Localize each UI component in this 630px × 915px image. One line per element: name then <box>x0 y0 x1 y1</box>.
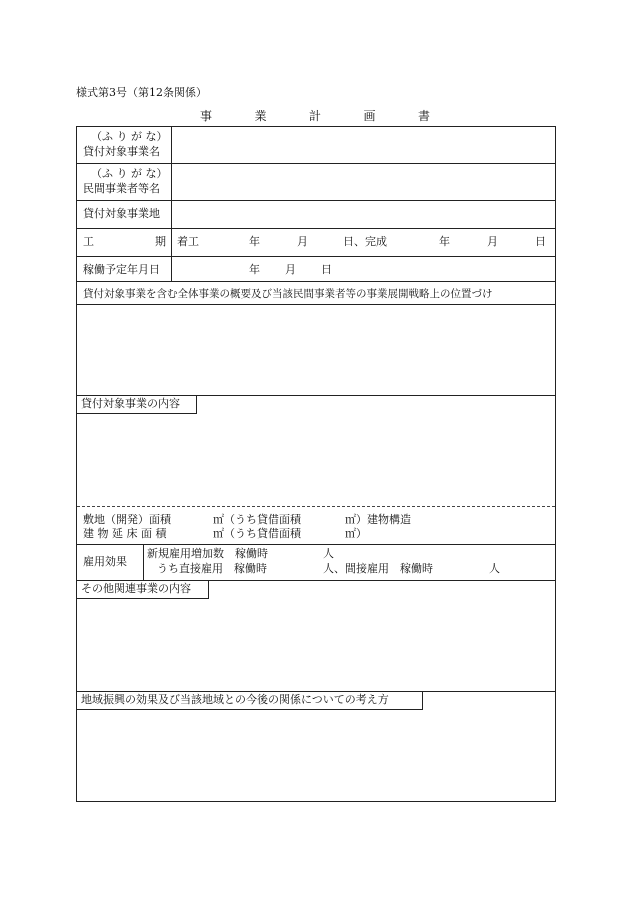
loan-project-site-label: 貸付対象事業地 <box>83 207 160 220</box>
title-char: 業 <box>254 109 267 123</box>
title-char: 事 <box>200 109 213 123</box>
operation-date-label: 稼働予定年月日 <box>83 263 160 276</box>
direct-employment-label: うち直接雇用 稼働時 <box>157 562 267 575</box>
indirect-employment-label: 人、間接雇用 稼働時 <box>323 562 433 575</box>
title-char: 計 <box>308 109 321 123</box>
furigana-label: （ふ り が な） <box>91 130 168 143</box>
construction-period-label-left: 工 <box>83 235 94 248</box>
regional-effect-text-area[interactable] <box>79 715 553 797</box>
title-char: 書 <box>417 109 430 123</box>
dashed-divider <box>77 506 555 507</box>
loan-project-content-label: 貸付対象事業の内容 <box>77 395 197 414</box>
floor-area-close: ㎡） <box>345 527 367 540</box>
row-line <box>77 281 555 282</box>
year-label: 年 <box>249 263 260 276</box>
row-line <box>77 256 555 257</box>
month-label: 月 <box>487 235 498 248</box>
day-label: 日 <box>321 263 332 276</box>
row-line <box>77 544 555 545</box>
year-label: 年 <box>439 235 450 248</box>
row-line <box>77 200 555 201</box>
construction-start-label: 着工 <box>177 235 199 248</box>
site-area-label: 敷地（開発）面積 <box>83 513 171 526</box>
loan-project-name-field[interactable] <box>173 129 553 161</box>
person-unit: 人 <box>489 562 500 575</box>
employment-effect-label: 雇用効果 <box>83 555 127 568</box>
other-related-label: その他関連事業の内容 <box>77 580 209 599</box>
label-column-divider <box>171 127 172 281</box>
furigana-label: （ふ り が な） <box>91 167 168 180</box>
loan-project-name-label: 貸付対象事業名 <box>83 145 160 158</box>
overview-section-label: 貸付対象事業を含む全体事業の概要及び当該民間事業者等の事業展開戦略上の位置づけ <box>83 288 493 300</box>
loan-project-content-text-area[interactable] <box>79 417 553 503</box>
site-area-unit: ㎡（うち貸借面積 <box>213 513 301 526</box>
row-line <box>77 163 555 164</box>
new-employment-label: 新規雇用増加数 稼働時 <box>147 547 268 560</box>
private-operator-name-label: 民間事業者等名 <box>83 182 160 195</box>
site-area-close: ㎡）建物構造 <box>345 513 411 526</box>
row-line <box>77 304 555 305</box>
other-related-text-area[interactable] <box>79 603 553 687</box>
floor-area-label: 建 物 延 床 面 積 <box>83 527 167 540</box>
day-complete-label: 日、完成 <box>343 235 387 248</box>
plan-form-table <box>76 126 556 802</box>
floor-area-unit: ㎡（うち貸借面積 <box>213 527 301 540</box>
construction-period-label-right: 期 <box>155 235 166 248</box>
document-title <box>200 107 430 124</box>
private-operator-name-field[interactable] <box>173 165 553 197</box>
employment-label-divider <box>143 544 144 580</box>
year-label: 年 <box>249 235 260 248</box>
overview-text-area[interactable] <box>79 307 553 391</box>
row-line <box>77 228 555 229</box>
title-char: 画 <box>363 109 376 123</box>
person-unit: 人 <box>323 547 334 560</box>
regional-effect-label: 地域振興の効果及び当該地域との今後の関係についての考え方 <box>77 691 423 710</box>
form-number: 様式第3号（第12条関係） <box>76 86 207 99</box>
day-label: 日 <box>535 235 546 248</box>
month-label: 月 <box>285 263 296 276</box>
loan-project-site-field[interactable] <box>173 202 553 226</box>
month-label: 月 <box>297 235 308 248</box>
